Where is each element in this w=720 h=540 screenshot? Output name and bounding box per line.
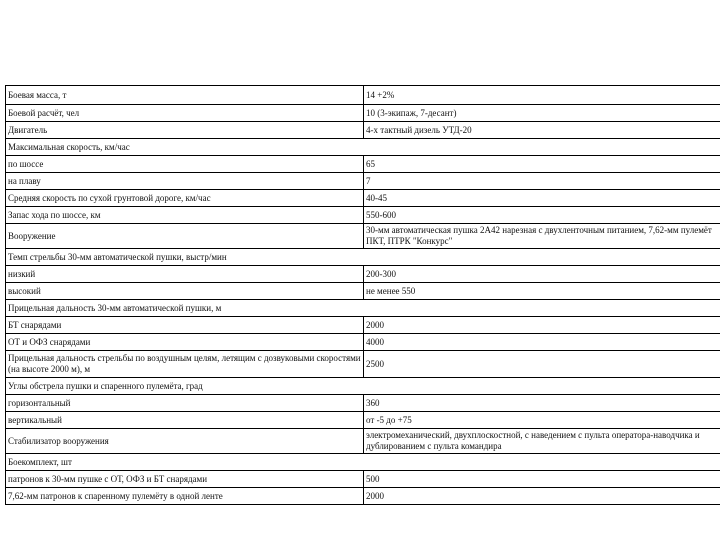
row-label: высокий (6, 283, 364, 300)
row-label: патронов к 30-мм пушке с ОТ, ОФЗ и БТ снарядами (6, 471, 364, 488)
section-heading: Углы обстрела пушки и спаренного пулемёта, град (6, 378, 720, 395)
row-label: Боевая масса, т (6, 86, 364, 105)
section-heading: Максимальная скорость, км/час (6, 139, 720, 156)
row-value: 7 (364, 173, 720, 190)
table-row-section (6, 378, 720, 395)
row-value: не менее 550 (364, 283, 720, 300)
table-row (6, 488, 720, 505)
row-label: БТ снарядами (6, 317, 364, 334)
row-label: Запас хода по шоссе, км (6, 207, 364, 224)
table-row (6, 395, 720, 412)
table-row (6, 317, 720, 334)
table-row (6, 334, 720, 351)
row-value: 2500 (364, 351, 720, 378)
row-value: 4-х тактный дизель УТД-20 (364, 122, 720, 139)
row-label: ОТ и ОФЗ снарядами (6, 334, 364, 351)
table-row-section (6, 300, 720, 317)
table-row (6, 224, 720, 249)
row-label: по шоссе (6, 156, 364, 173)
row-label: Средняя скорость по сухой грунтовой дороге, км/час (6, 190, 364, 207)
row-label: Боевой расчёт, чел (6, 105, 364, 122)
row-value: 200-300 (364, 266, 720, 283)
table-row (6, 207, 720, 224)
row-value: 30-мм автоматическая пушка 2А42 нарезная с двухленточным питанием, 7,62-мм пулемёт ПКТ, ПТРК "Конкурс" (364, 224, 720, 249)
table-row (6, 156, 720, 173)
row-value: 500 (364, 471, 720, 488)
row-value: от -5 до +75 (364, 412, 720, 429)
row-label: Двигатель (6, 122, 364, 139)
row-value: 10 (3-экипаж, 7-десант) (364, 105, 720, 122)
table-row (6, 105, 720, 122)
section-heading: Темп стрельбы 30-мм автоматической пушки, выстр/мин (6, 249, 720, 266)
row-label: Вооружение (6, 224, 364, 249)
row-value: 2000 (364, 488, 720, 505)
row-value: электромеханический, двухплоскостной, с наведением с пульта оператора-наводчика и дублированием с пульта командира (364, 429, 720, 454)
row-value: 65 (364, 156, 720, 173)
specifications-sheet (5, 85, 717, 505)
table-row-section (6, 249, 720, 266)
table-row (6, 471, 720, 488)
row-value: 550-600 (364, 207, 720, 224)
row-label: вертикальный (6, 412, 364, 429)
table-row (6, 122, 720, 139)
row-label: Стабилизатор вооружения (6, 429, 364, 454)
table-row (6, 190, 720, 207)
table-row (6, 173, 720, 190)
table-row-section (6, 139, 720, 156)
table-row (6, 412, 720, 429)
table-row (6, 86, 720, 105)
row-value: 14 +2% (364, 86, 720, 105)
row-value: 40-45 (364, 190, 720, 207)
row-label: на плаву (6, 173, 364, 190)
row-label: 7,62-мм патронов к спаренному пулемёту в одной ленте (6, 488, 364, 505)
row-label: Прицельная дальность стрельбы по воздушным целям, летящим с дозвуковыми скоростями (на высоте 2000 м), м (6, 351, 364, 378)
row-value: 360 (364, 395, 720, 412)
table-row (6, 429, 720, 454)
row-value: 4000 (364, 334, 720, 351)
section-heading: Боекомплект, шт (6, 454, 720, 471)
row-value: 2000 (364, 317, 720, 334)
specifications-table (5, 85, 720, 505)
table-row (6, 266, 720, 283)
table-row (6, 351, 720, 378)
section-heading: Прицельная дальность 30-мм автоматической пушки, м (6, 300, 720, 317)
row-label: горизонтальный (6, 395, 364, 412)
table-row-section (6, 454, 720, 471)
row-label: низкий (6, 266, 364, 283)
table-row (6, 283, 720, 300)
